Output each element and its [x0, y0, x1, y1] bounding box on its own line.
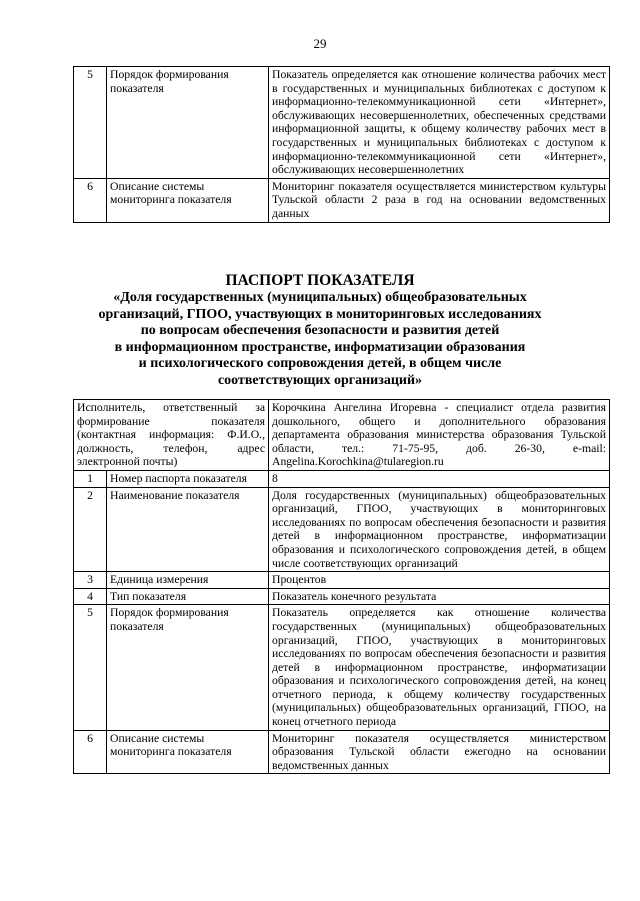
table-row: [74, 67, 610, 179]
passport-table: [73, 399, 610, 774]
table-row: [74, 605, 610, 730]
row-label: Единица измерения: [107, 572, 269, 589]
page-number: 29: [313, 36, 327, 51]
table-row: [74, 470, 610, 487]
row-value: 8: [269, 470, 610, 487]
table-row: [74, 487, 610, 572]
row-value: Мониторинг показателя осуществляется министерством образования Тульской области ежегодно на основании ведомственных данных: [269, 730, 610, 774]
row-number: 5: [74, 67, 107, 179]
top-table: [73, 66, 610, 223]
row-label: Порядок формирования показателя: [107, 67, 269, 179]
row-value: Доля государственных (муниципальных) общеобразовательных организаций, ГПОО, участвующих в мониторинговых исследованиях по вопросам обеспечения безопасности и развития детей в информационном пространстве, информатизации образования и психологического сопровождения детей, в общем числе соответствующих организаций: [269, 487, 610, 572]
row-number: 5: [74, 605, 107, 730]
row-number: 2: [74, 487, 107, 572]
executor-value: Корочкина Ангелина Игоревна - специалист отдела развития дошкольного, общего и дополнительного образования департамента образования министерства образования Тульской области, тел.: 71-75-95, доб. 26-30, e-mail: Angelina.Korochkina@tularegion.ru: [269, 400, 610, 471]
row-label: Номер паспорта показателя: [107, 470, 269, 487]
row-value: Показатель определяется как отношение количества рабочих мест в государственных и муниципальных библиотеках с доступом к информационно-телекоммуникационной сети «Интернет», обслуживающих несовершеннолетних, обеспеченных средствами информационной защиты, к общему количеству рабочих мест в государственных и муниципальных библиотеках с доступом к информационно-телекоммуникационной сети «Интернет», обслуживающих несовершеннолетних: [269, 67, 610, 179]
passport-heading: ПАСПОРТ ПОКАЗАТЕЛЯ: [225, 272, 415, 289]
row-label: Описание системы мониторинга показателя: [107, 178, 269, 222]
row-number: 6: [74, 178, 107, 222]
row-number: 3: [74, 572, 107, 589]
row-value: Показатель определяется как отношение количества государственных (муниципальных) общеобразовательных организаций, ГПОО, участвующих в мониторинговых исследованиях по вопросам обеспечения безопасности и развития детей в информационном пространстве, информатизации образования и психологического сопровождения детей, на конец отчетного периода, к общему количеству государственных (муниципальных) общеобразовательных организаций, ГПОО, на конец отчетного периода: [269, 605, 610, 730]
row-label: Наименование показателя: [107, 487, 269, 572]
table-row: [74, 178, 610, 222]
row-label: Тип показателя: [107, 588, 269, 605]
passport-title: [0, 272, 640, 389]
row-value: Процентов: [269, 572, 610, 589]
row-number: 6: [74, 730, 107, 774]
executor-label: Исполнитель, ответственный за формирование показателя (контактная информация: Ф.И.О., должность, телефон, адрес электронной почты): [74, 400, 269, 471]
row-number: 1: [74, 470, 107, 487]
executor-row: [74, 400, 610, 471]
row-number: 4: [74, 588, 107, 605]
row-value: Мониторинг показателя осуществляется министерством культуры Тульской области 2 раза в год на основании ведомственных данных: [269, 178, 610, 222]
table-row: [74, 730, 610, 774]
table-row: [74, 588, 610, 605]
row-value: Показатель конечного результата: [269, 588, 610, 605]
table-row: [74, 572, 610, 589]
row-label: Описание системы мониторинга показателя: [107, 730, 269, 774]
row-label: Порядок формирования показателя: [107, 605, 269, 730]
passport-subtitle: «Доля государственных (муниципальных) общеобразовательных организаций, ГПОО, участвующих в мониторинговых исследованиях по вопросам обеспечения безопасности и развития детей в информационном пространстве, информатизации образования и психологического сопровождения детей, в общем числе соответствующих организаций»: [98, 290, 542, 388]
